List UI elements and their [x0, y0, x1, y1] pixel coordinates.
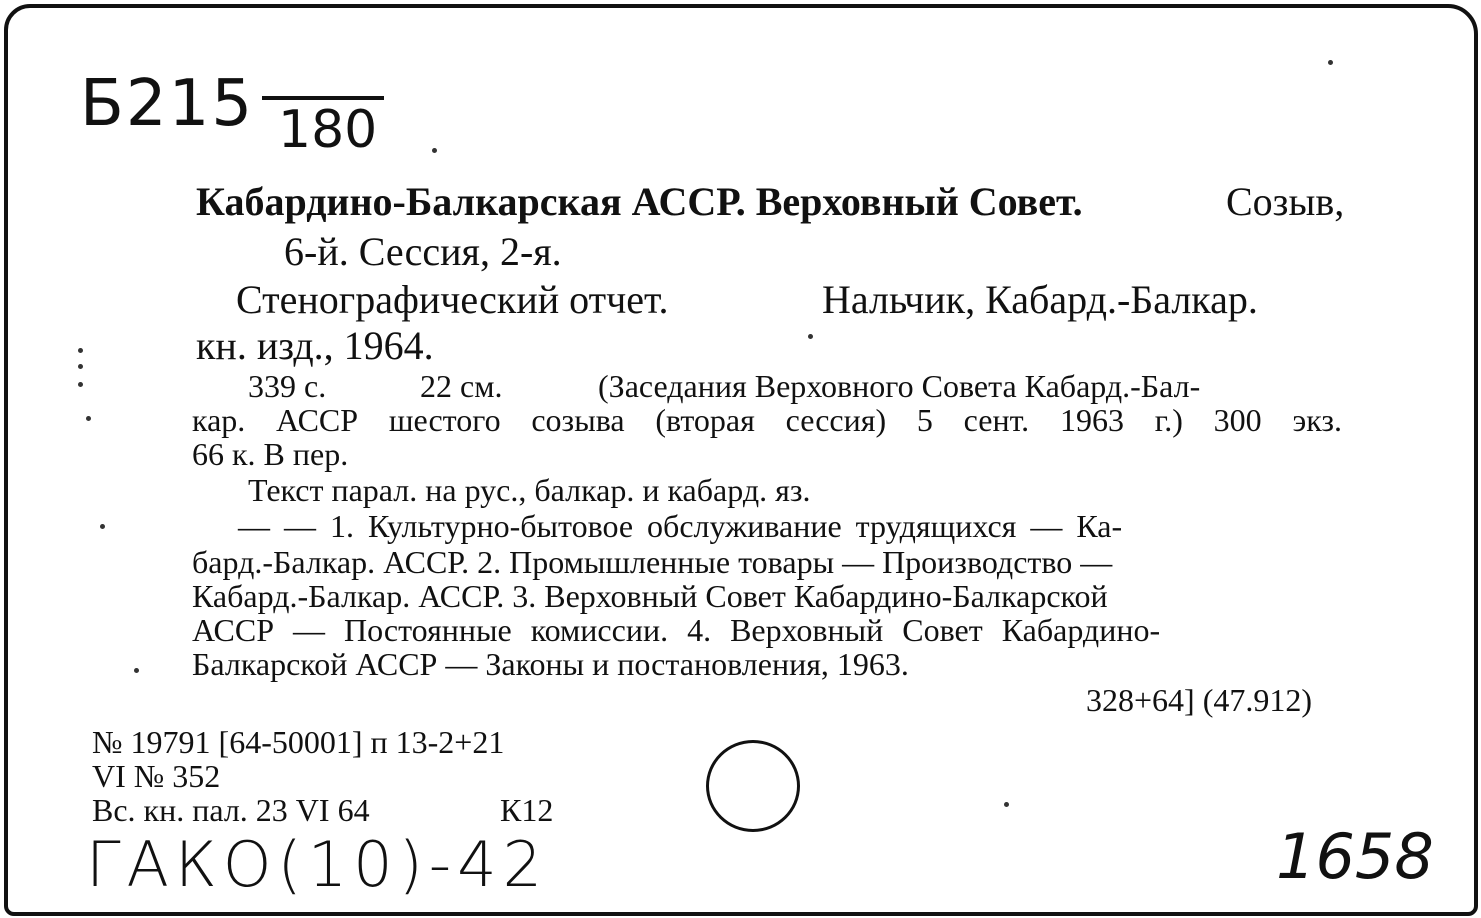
footer-line-2: VI № 352 [92, 758, 221, 794]
speck [78, 364, 83, 369]
subject-line-5: Балкарской АССР — Законы и постановления, 1963. [192, 646, 909, 682]
heading-author [196, 179, 1083, 224]
handwritten-shelf-mark: Б215 [80, 67, 255, 141]
price-binding: 66 к. В пер. [192, 436, 349, 472]
size-cm: 22 см. [420, 368, 503, 404]
catalog-card [4, 4, 1478, 916]
speck [78, 382, 83, 387]
pages-count: 339 с. [248, 368, 327, 404]
heading-author-bold: Кабардино-Балкарская АССР. Верховный Совет. [196, 179, 1083, 224]
speck [78, 348, 83, 353]
series-word: 1963 [1059, 402, 1124, 438]
footer-line-3-left: Вс. кн. пал. 23 VI 64 [92, 792, 370, 828]
series-note-line2 [192, 404, 1342, 436]
series-word: 300 [1213, 402, 1262, 438]
series-word: шестого [388, 402, 501, 438]
series-note-start: (Заседания Верховного Совета Кабард.-Бал- [598, 368, 1201, 404]
speck [86, 416, 91, 421]
series-word: г.) [1154, 402, 1183, 438]
series-word: 5 [916, 402, 933, 438]
series-word: кар. [192, 402, 246, 438]
series-word: АССР [276, 402, 359, 438]
publisher-year: кн. изд., 1964. [196, 323, 434, 368]
footer-line-1: № 19791 [64-50001] п 13-2+21 [92, 724, 505, 760]
handwritten-card-number: 1658 [1276, 820, 1434, 893]
speck [808, 334, 813, 339]
speck [1328, 60, 1333, 65]
heading-session: 6-й. Сессия, 2-я. [284, 229, 562, 274]
publication-place: Нальчик, Кабард.-Балкар. [822, 277, 1258, 322]
title-text: Стенографический отчет. [236, 277, 669, 322]
speck [100, 524, 105, 529]
heading-convocation: Созыв, [1226, 179, 1345, 224]
series-word: экз. [1292, 402, 1342, 438]
handwritten-shelf-number: 180 [278, 100, 378, 160]
series-word: сент. [963, 402, 1030, 438]
speck [134, 668, 139, 673]
language-note: Текст парал. на рус., балкар. и кабард. яз. [248, 472, 811, 508]
footer-line-3-right: К12 [500, 792, 554, 828]
subject-line-2: бард.-Балкар. АССР. 2. Промышленные товары — Производство — [192, 544, 1113, 580]
series-word: (вторая [655, 402, 755, 438]
subject-line-3: Кабард.-Балкар. АССР. 3. Верховный Совет Кабардино-Балкарской [192, 578, 1108, 614]
subject-line-4: АССР — Постоянные комиссии. 4. Верховный Совет Кабардино- [192, 612, 1161, 648]
class-number: 328+64] (47.912) [1086, 682, 1313, 718]
series-word: созыва [531, 402, 625, 438]
handwritten-archive-code: ГАКО(10)-42 [86, 828, 549, 901]
speck [1004, 802, 1009, 807]
subject-line-1: — — 1. Культурно-бытовое обслуживание трудящихся — Ка- [238, 508, 1123, 544]
speck [432, 148, 437, 153]
stamp-circle [706, 740, 800, 832]
series-word: сессия) [785, 402, 887, 438]
